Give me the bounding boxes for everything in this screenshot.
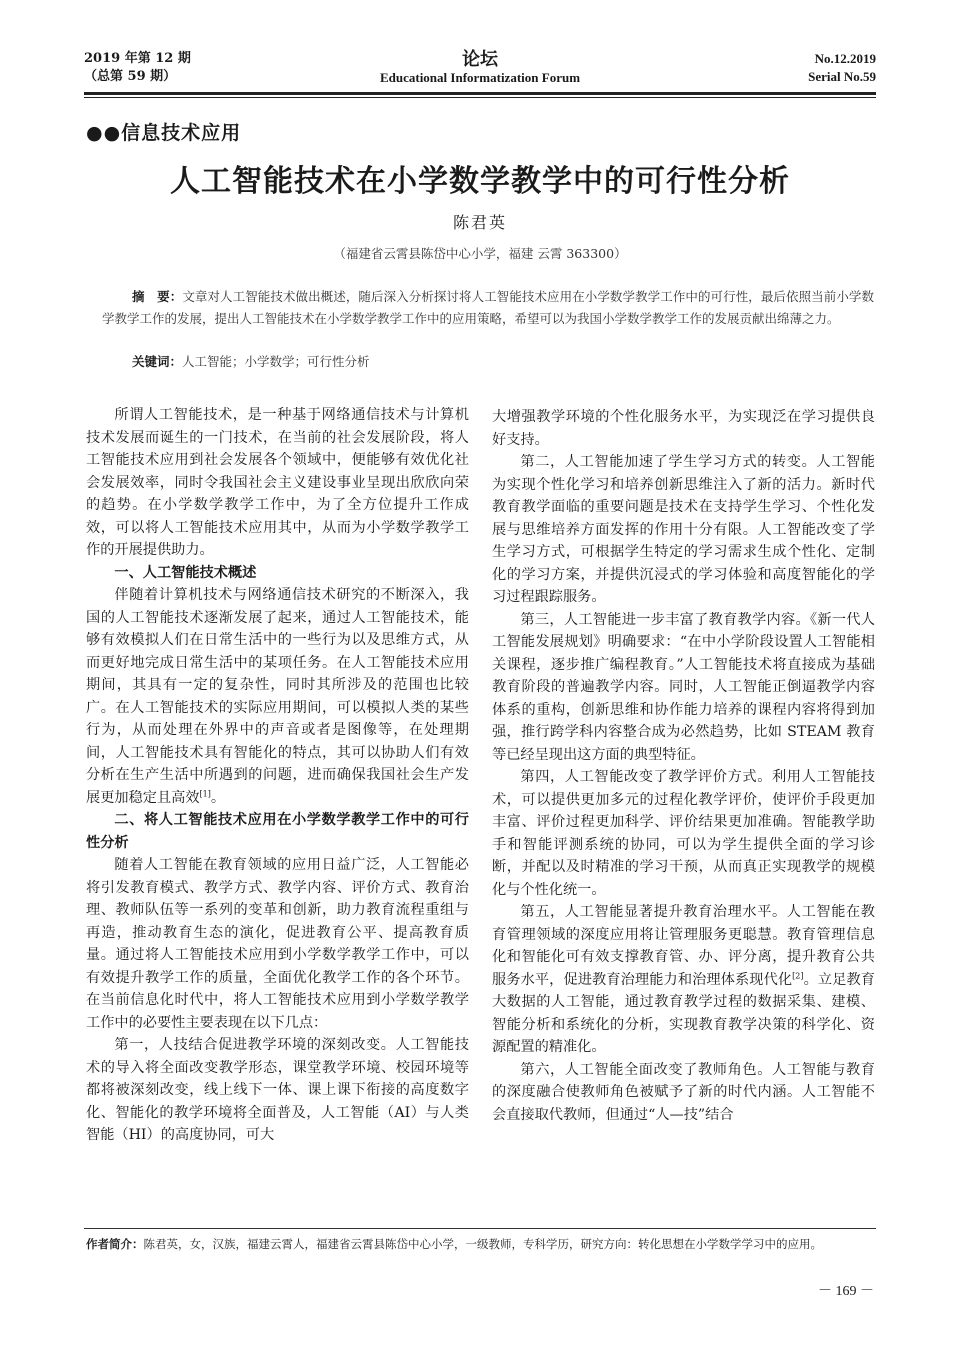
- left-paragraph-4: 第一，人技结合促进教学环境的深刻改变。人工智能技术的导入将全面改变教学形态，课堂教学环境、校园环境等都将被深刻改变，线上线下一体、课上课下衔接的高度数字化、智能化的教学环境将全面普及，人工智能（AI）与人类智能（HI）的高度协同，可大: [86, 1037, 469, 1143]
- article-author: 陈君英: [452, 213, 507, 232]
- total-issue-cn: （总第 59 期）: [84, 69, 177, 84]
- right-paragraph-5: [492, 901, 875, 1059]
- article-title: 人工智能技术在小学数学教学中的可行性分析: [170, 164, 790, 199]
- issue-cn: 2019 年第 12 期: [84, 51, 191, 66]
- footnote-label: 作者简介：: [86, 1237, 144, 1251]
- right-paragraph-5-text: 第五，人工智能显著提升教育治理水平。人工智能在教育管理领域的深度应用将让管理服务更聪慧。教育管理信息化和智能化可有效支撑教育管、办、评分离，提升教育公共服务水平，促进教育治理能力和治理体系现代化: [492, 904, 875, 988]
- left-paragraph-3: 随着人工智能在教育领域的应用日益广泛，人工智能必将引发教育模式、教学方式、教学内容、评价方式、教育治理、教师队伍等一系列的变革和创新，助力教育流程重组与再造，推动教育生态的演化，促进教育公平、提高教育质量。通过将人工智能技术应用到小学数学教学工作中，可以有效提升教学工作的质量，全面优化教学工作的各个环节。在当前信息化时代中，将人工智能技术应用到小学数学教学工作中的必要性主要表现在以下几点：: [86, 857, 469, 1031]
- right-paragraph-5-end: 。立足教育大数据的人工智能，通过教育教学过程的数据采集、建模、智能分析和系统化的分析，实现教育教学决策的科学化、资源配置的精准化。: [492, 971, 875, 1055]
- author-affiliation: （福建省云霄县陈岱中心小学，福建 云霄 363300）: [333, 246, 627, 261]
- author-bio-footnote: [86, 1236, 876, 1252]
- section-column-label: ●●信息技术应用: [86, 122, 242, 144]
- left-paragraph-2: [86, 584, 469, 809]
- abstract-text: 文章对人工智能技术做出概述，随后深入分析探讨将人工智能技术应用在小学数学教学工作中的可行性，最后依照当前小学数学教学工作的发展，提出人工智能技术在小学数学教学工作中的应用策略，希望可以为我国小学数学教学工作的发展贡献出绵薄之力。: [102, 289, 874, 326]
- right-paragraph-2: 第二，人工智能加速了学生学习方式的转变。人工智能为实现个性化学习和培养创新思维注入了新的活力。新时代教育教学面临的重要问题是技术在支持学生学习、个性化发展与思维培养方面发挥的作用十分有限。人工智能改变了学生学习方式，可根据学生特定的学习需求生成个性化、定制化的学习方案，并提供沉浸式的学习体验和高度智能化的学习过程跟踪服务。: [492, 454, 875, 605]
- left-paragraph-2-text: 伴随着计算机技术与网络通信技术研究的不断深入，我国的人工智能技术逐渐发展了起来，通过人工智能技术，能够有效模拟人们在日常生活中的一些行为以及思维方式，从而更好地完成日常生活中的某项任务。在人工智能技术应用期间，其具有一定的复杂性，同时其所涉及的范围也比较广。在人工智能技术的实际应用期间，可以模拟人类的某些行为，从而处理在外界中的声音或者是图像等，在处理期间，人工智能技术具有智能化的特点，其可以协助人们有效分析在生产生活中所遇到的问题，进而确保我国社会生产发展更加稳定且高效: [86, 587, 469, 806]
- journal-name-en: Educational Informatization Forum: [379, 70, 581, 85]
- citation-2: [2]: [792, 970, 804, 980]
- left-paragraph-2-end: 。: [210, 789, 226, 806]
- right-column: [492, 406, 875, 1126]
- serial-en: Serial No.59: [808, 69, 876, 84]
- header-rule-thick: [84, 92, 876, 95]
- footnote-rule: [84, 1228, 876, 1229]
- header-issue-en: [808, 50, 876, 86]
- header-journal: [84, 50, 876, 86]
- journal-name-cn: 论坛: [462, 49, 498, 70]
- running-header: [84, 50, 876, 90]
- header-rule-thin: [84, 97, 876, 98]
- left-paragraph-1: 所谓人工智能技术，是一种基于网络通信技术与计算机技术发展而诞生的一门技术，在当前的社会发展阶段，将人工智能技术应用到社会发展各个领域中，便能够有效优化社会发展效率，同时令我国社会主义建设事业呈现出欣欣向荣的趋势。在小学数学教学工作中，为了全方位提升工作成效，可以将人工智能技术应用其中，从而为小学数学教学工作的开展提供助力。: [86, 407, 469, 558]
- citation-1: [1]: [199, 788, 211, 798]
- heading-1: 一、人工智能技术概述: [114, 564, 257, 581]
- right-paragraph-1: 大增强教学环境的个性化服务水平，为实现泛在学习提供良好支持。: [492, 409, 875, 448]
- keywords-text: 人工智能；小学数学；可行性分析: [182, 354, 370, 369]
- keywords: [132, 352, 874, 370]
- left-column: [86, 404, 469, 1147]
- right-paragraph-6: 第六，人工智能全面改变了教师角色。人工智能与教育的深度融合使教师角色被赋予了新的时代内涵。人工智能不会直接取代教师，但通过“人—技”结合: [492, 1061, 875, 1123]
- abstract: [102, 286, 874, 330]
- page-number: － 169 －: [818, 1284, 874, 1299]
- footnote-text: 陈君英，女，汉族，福建云霄人，福建省云霄县陈岱中心小学，一级教师，专科学历，研究方向：转化思想在小学数学学习中的应用。: [143, 1237, 822, 1251]
- right-paragraph-3: 第三，人工智能进一步丰富了教育教学内容。《新一代人工智能发展规划》明确要求：“在中小学阶段设置人工智能相关课程，逐步推广编程教育。”人工智能技术将直接成为基础教育阶段的普遍教学内容。同时，人工智能正倒逼教学内容体系的重构，创新思维和协作能力培养的课程内容将得到加强，推行跨学科内容整合成为必然趋势，比如 STEAM 教育等已经呈现出这方面的典型特征。: [492, 611, 875, 763]
- abstract-label: 摘 要：: [132, 289, 183, 304]
- heading-2: 二、将人工智能技术应用在小学数学教学工作中的可行性分析: [86, 812, 469, 851]
- right-paragraph-4: 第四，人工智能改变了教学评价方式。利用人工智能技术，可以提供更加多元的过程化教学评价，使评价手段更加丰富、评价过程更加科学、评价结果更加准确。智能教学助手和智能评测系统的协同，可以为学生提供全面的学习诊断，并配以及时精准的学习干预，从而真正实现教学的规模化与个性化统一。: [492, 769, 875, 898]
- keywords-label: 关键词：: [132, 354, 183, 369]
- issue-en: No.12.2019: [814, 51, 876, 66]
